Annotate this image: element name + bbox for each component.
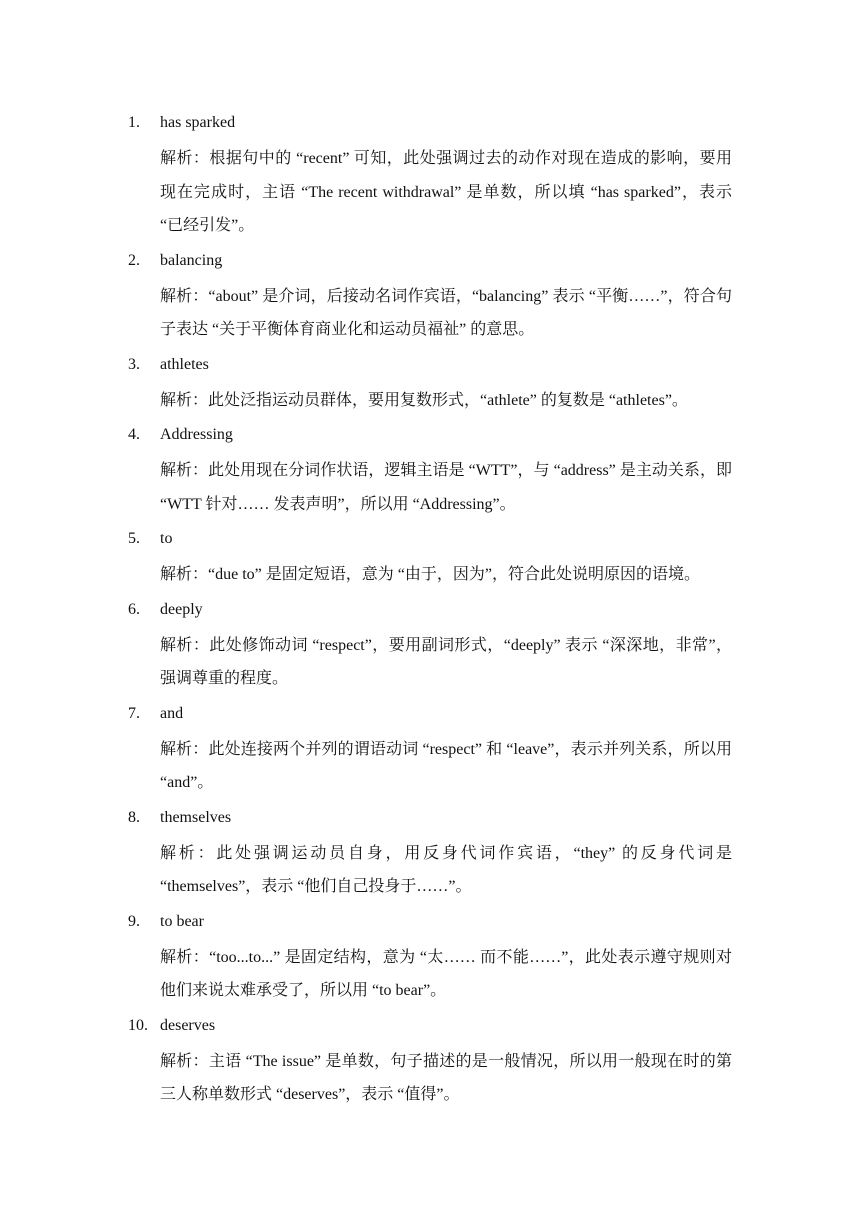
answer-heading xyxy=(128,908,732,936)
item-number: 1. xyxy=(128,114,140,131)
item-answer: to bear xyxy=(160,912,204,930)
item-explanation: 解析：主语 “The issue” 是单数，句子描述的是一般情况，所以用一般现在时的第三人称单数形式 “deserves”，表示 “值得”。 xyxy=(160,1052,732,1103)
item-number: 9. xyxy=(128,912,140,930)
answer-list xyxy=(128,109,732,1116)
answer-heading xyxy=(128,1012,732,1040)
answer-item xyxy=(128,109,732,243)
item-number: 2. xyxy=(128,251,140,269)
item-number: 10. xyxy=(128,1016,148,1034)
answer-heading xyxy=(128,804,732,832)
item-number: 3. xyxy=(128,355,140,373)
item-explanation: 解析：“too...to...” 是固定结构，意为 “太…… 而不能……”，此处表示遵守规则对他们来说太难承受了，所以用 “to bear”。 xyxy=(160,948,732,999)
item-explanation: 解析：此处强调运动员自身，用反身代词作宾语，“they” 的反身代词是 “themselves”，表示 “他们自己投身于……”。 xyxy=(160,844,732,895)
item-answer: deserves xyxy=(160,1016,216,1034)
item-explanation: 解析：此处修饰动词 “respect”，要用副词形式，“deeply” 表示 “深深地，非常”，强调尊重的程度。 xyxy=(160,636,732,687)
item-answer: athletes xyxy=(160,355,209,373)
item-explanation: 解析：此处连接两个并列的谓语动词 “respect” 和 “leave”，表示并列关系，所以用 “and”。 xyxy=(160,740,732,791)
item-answer: themselves xyxy=(160,808,232,826)
answer-item xyxy=(128,700,732,800)
answer-heading xyxy=(128,596,732,624)
item-answer: to xyxy=(160,530,173,547)
answer-heading xyxy=(128,421,732,449)
item-answer: deeply xyxy=(160,600,203,618)
answer-item xyxy=(128,908,732,1008)
answer-heading xyxy=(128,247,732,275)
answer-heading xyxy=(128,109,732,137)
item-explanation: 解析：“about” 是介词，后接动名词作宾语，“balancing” 表示 “平衡……”，符合句子表达 “关于平衡体育商业化和运动员福祉” 的意思。 xyxy=(160,287,732,338)
item-answer: balancing xyxy=(160,251,223,269)
answer-item xyxy=(128,351,732,418)
item-answer: has sparked xyxy=(160,114,236,131)
answer-item xyxy=(128,804,732,904)
answer-heading xyxy=(128,351,732,379)
item-answer: Addressing xyxy=(160,426,233,443)
item-number: 7. xyxy=(128,704,140,722)
answer-item xyxy=(128,596,732,696)
item-number: 5. xyxy=(128,530,140,547)
answer-item xyxy=(128,247,732,347)
answer-item xyxy=(128,421,732,521)
item-number: 4. xyxy=(128,426,140,443)
answer-item xyxy=(128,525,732,592)
answer-heading xyxy=(128,525,732,553)
item-number: 6. xyxy=(128,600,140,618)
answer-item xyxy=(128,1012,732,1112)
item-explanation: 解析：根据句中的 “recent” 可知，此处强调过去的动作对现在造成的影响，要用现在完成时，主语 “The recent withdrawal” 是单数，所以填 “has sparked”，表示 “已经引发”。 xyxy=(160,150,732,234)
item-explanation: 解析：此处泛指运动员群体，要用复数形式，“athlete” 的复数是 “athletes”。 xyxy=(160,391,688,409)
answer-heading xyxy=(128,700,732,728)
item-explanation: 解析：此处用现在分词作状语，逻辑主语是 “WTT”，与 “address” 是主动关系，即 “WTT 针对…… 发表声明”，所以用 “Addressing”。 xyxy=(160,462,732,513)
item-explanation: 解析：“due to” 是固定短语，意为 “由于，因为”，符合此处说明原因的语境。 xyxy=(160,566,700,583)
item-number: 8. xyxy=(128,808,140,826)
item-answer: and xyxy=(160,704,184,722)
